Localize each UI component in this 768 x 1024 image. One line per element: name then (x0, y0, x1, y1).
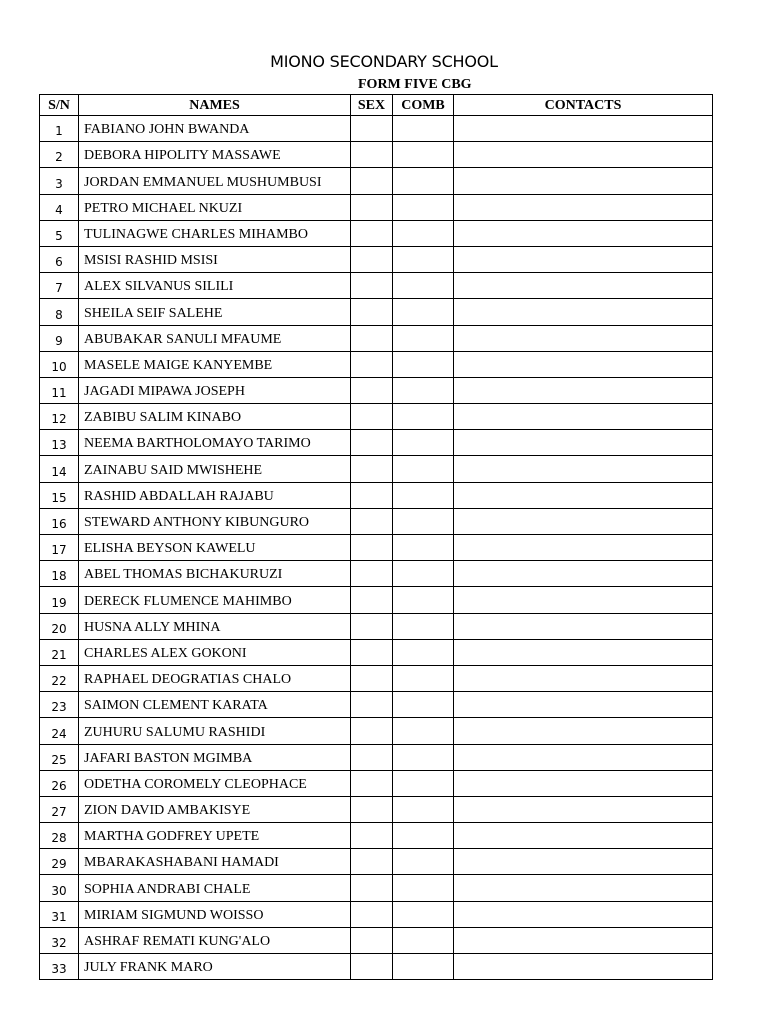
sex-cell (351, 404, 393, 430)
sex-cell (351, 665, 393, 691)
header-comb: COMB (393, 95, 454, 116)
comb-cell (393, 168, 454, 194)
sn-cell: 8 (40, 299, 79, 325)
contacts-cell (454, 220, 713, 246)
student-name-cell: MARTHA GODFREY UPETE (79, 823, 351, 849)
contacts-cell (454, 246, 713, 272)
table-row (40, 273, 713, 299)
comb-cell (393, 744, 454, 770)
table-row (40, 194, 713, 220)
comb-cell (393, 770, 454, 796)
table-row (40, 482, 713, 508)
sn-cell: 18 (40, 561, 79, 587)
sex-cell (351, 273, 393, 299)
comb-cell (393, 587, 454, 613)
sex-cell (351, 770, 393, 796)
student-name-cell: MSISI RASHID MSISI (79, 246, 351, 272)
contacts-cell (454, 875, 713, 901)
sn-cell: 14 (40, 456, 79, 482)
table-body (40, 116, 713, 980)
sn-cell: 3 (40, 168, 79, 194)
contacts-cell (454, 561, 713, 587)
contacts-cell (454, 665, 713, 691)
header-sn: S/N (40, 95, 79, 116)
sex-cell (351, 718, 393, 744)
page-subtitle: FORM FIVE CBG (358, 77, 472, 92)
table-row (40, 220, 713, 246)
sn-cell: 7 (40, 273, 79, 299)
comb-cell (393, 639, 454, 665)
sn-cell: 26 (40, 770, 79, 796)
table-row (40, 639, 713, 665)
table-row (40, 430, 713, 456)
student-name-cell: FABIANO JOHN BWANDA (79, 116, 351, 142)
comb-cell (393, 665, 454, 691)
sex-cell (351, 456, 393, 482)
sex-cell (351, 351, 393, 377)
comb-cell (393, 325, 454, 351)
header-names: NAMES (79, 95, 351, 116)
sn-cell: 21 (40, 639, 79, 665)
student-name-cell: ODETHA COROMELY CLEOPHACE (79, 770, 351, 796)
student-name-cell: JULY FRANK MARO (79, 954, 351, 980)
sn-cell: 27 (40, 796, 79, 822)
sn-cell: 22 (40, 665, 79, 691)
student-name-cell: ZUHURU SALUMU RASHIDI (79, 718, 351, 744)
table-row (40, 587, 713, 613)
table-row (40, 325, 713, 351)
contacts-cell (454, 587, 713, 613)
sex-cell (351, 692, 393, 718)
sex-cell (351, 561, 393, 587)
comb-cell (393, 823, 454, 849)
contacts-cell (454, 535, 713, 561)
student-name-cell: SAIMON CLEMENT KARATA (79, 692, 351, 718)
sex-cell (351, 901, 393, 927)
student-name-cell: ZABIBU SALIM KINABO (79, 404, 351, 430)
student-name-cell: DERECK FLUMENCE MAHIMBO (79, 587, 351, 613)
student-name-cell: PETRO MICHAEL NKUZI (79, 194, 351, 220)
sex-cell (351, 246, 393, 272)
sn-cell: 2 (40, 142, 79, 168)
sex-cell (351, 954, 393, 980)
table-row (40, 875, 713, 901)
contacts-cell (454, 744, 713, 770)
header-sex: SEX (351, 95, 393, 116)
table-row (40, 665, 713, 691)
contacts-cell (454, 325, 713, 351)
table-row (40, 823, 713, 849)
sex-cell (351, 430, 393, 456)
contacts-cell (454, 927, 713, 953)
comb-cell (393, 220, 454, 246)
sex-cell (351, 116, 393, 142)
student-name-cell: JAGADI MIPAWA JOSEPH (79, 377, 351, 403)
table-row (40, 535, 713, 561)
sex-cell (351, 639, 393, 665)
contacts-cell (454, 404, 713, 430)
sn-cell: 23 (40, 692, 79, 718)
sn-cell: 33 (40, 954, 79, 980)
table-row (40, 456, 713, 482)
student-name-cell: DEBORA HIPOLITY MASSAWE (79, 142, 351, 168)
sex-cell (351, 796, 393, 822)
sex-cell (351, 299, 393, 325)
student-name-cell: SHEILA SEIF SALEHE (79, 299, 351, 325)
table-row (40, 901, 713, 927)
comb-cell (393, 456, 454, 482)
sex-cell (351, 849, 393, 875)
contacts-cell (454, 692, 713, 718)
student-name-cell: MIRIAM SIGMUND WOISSO (79, 901, 351, 927)
comb-cell (393, 796, 454, 822)
contacts-cell (454, 273, 713, 299)
student-name-cell: ABUBAKAR SANULI MFAUME (79, 325, 351, 351)
student-name-cell: MBARAKASHABANI HAMADI (79, 849, 351, 875)
contacts-cell (454, 194, 713, 220)
comb-cell (393, 535, 454, 561)
student-name-cell: SOPHIA ANDRABI CHALE (79, 875, 351, 901)
contacts-cell (454, 168, 713, 194)
table-row (40, 246, 713, 272)
comb-cell (393, 692, 454, 718)
student-roster-table (39, 94, 713, 980)
student-name-cell: ELISHA BEYSON KAWELU (79, 535, 351, 561)
contacts-cell (454, 508, 713, 534)
table-row (40, 508, 713, 534)
comb-cell (393, 718, 454, 744)
sn-cell: 11 (40, 377, 79, 403)
sex-cell (351, 587, 393, 613)
sex-cell (351, 927, 393, 953)
student-name-cell: JORDAN EMMANUEL MUSHUMBUSI (79, 168, 351, 194)
contacts-cell (454, 482, 713, 508)
sex-cell (351, 744, 393, 770)
comb-cell (393, 430, 454, 456)
comb-cell (393, 613, 454, 639)
student-name-cell: MASELE MAIGE KANYEMBE (79, 351, 351, 377)
student-name-cell: HUSNA ALLY MHINA (79, 613, 351, 639)
student-name-cell: CHARLES ALEX GOKONI (79, 639, 351, 665)
student-name-cell: JAFARI BASTON MGIMBA (79, 744, 351, 770)
contacts-cell (454, 718, 713, 744)
contacts-cell (454, 430, 713, 456)
comb-cell (393, 849, 454, 875)
sn-cell: 28 (40, 823, 79, 849)
student-name-cell: RASHID ABDALLAH RAJABU (79, 482, 351, 508)
sn-cell: 25 (40, 744, 79, 770)
student-name-cell: ZION DAVID AMBAKISYE (79, 796, 351, 822)
sn-cell: 12 (40, 404, 79, 430)
comb-cell (393, 404, 454, 430)
sn-cell: 1 (40, 116, 79, 142)
table-header-row (40, 95, 713, 116)
sn-cell: 29 (40, 849, 79, 875)
sex-cell (351, 875, 393, 901)
comb-cell (393, 299, 454, 325)
table-row (40, 351, 713, 377)
comb-cell (393, 194, 454, 220)
sn-cell: 20 (40, 613, 79, 639)
contacts-cell (454, 142, 713, 168)
table-row (40, 561, 713, 587)
contacts-cell (454, 351, 713, 377)
sex-cell (351, 220, 393, 246)
sn-cell: 16 (40, 508, 79, 534)
comb-cell (393, 901, 454, 927)
table-row (40, 954, 713, 980)
student-name-cell: TULINAGWE CHARLES MIHAMBO (79, 220, 351, 246)
sex-cell (351, 823, 393, 849)
comb-cell (393, 351, 454, 377)
sn-cell: 9 (40, 325, 79, 351)
table-row (40, 142, 713, 168)
sex-cell (351, 168, 393, 194)
header-contacts: CONTACTS (454, 95, 713, 116)
comb-cell (393, 142, 454, 168)
contacts-cell (454, 796, 713, 822)
table-row (40, 770, 713, 796)
sn-cell: 19 (40, 587, 79, 613)
table-row (40, 744, 713, 770)
sn-cell: 24 (40, 718, 79, 744)
contacts-cell (454, 954, 713, 980)
table-row (40, 377, 713, 403)
sex-cell (351, 535, 393, 561)
contacts-cell (454, 299, 713, 325)
sn-cell: 32 (40, 927, 79, 953)
sn-cell: 10 (40, 351, 79, 377)
student-name-cell: ALEX SILVANUS SILILI (79, 273, 351, 299)
sn-cell: 30 (40, 875, 79, 901)
table-row (40, 613, 713, 639)
table-row (40, 168, 713, 194)
table-row (40, 404, 713, 430)
student-name-cell: ASHRAF REMATI KUNG'ALO (79, 927, 351, 953)
sex-cell (351, 377, 393, 403)
comb-cell (393, 927, 454, 953)
contacts-cell (454, 456, 713, 482)
student-name-cell: ZAINABU SAID MWISHEHE (79, 456, 351, 482)
student-name-cell: STEWARD ANTHONY KIBUNGURO (79, 508, 351, 534)
sex-cell (351, 482, 393, 508)
contacts-cell (454, 116, 713, 142)
contacts-cell (454, 823, 713, 849)
contacts-cell (454, 849, 713, 875)
page-title: MIONO SECONDARY SCHOOL (270, 52, 498, 71)
comb-cell (393, 377, 454, 403)
sn-cell: 15 (40, 482, 79, 508)
comb-cell (393, 246, 454, 272)
student-name-cell: RAPHAEL DEOGRATIAS CHALO (79, 665, 351, 691)
comb-cell (393, 508, 454, 534)
comb-cell (393, 875, 454, 901)
sn-cell: 17 (40, 535, 79, 561)
table-row (40, 718, 713, 744)
sex-cell (351, 613, 393, 639)
student-name-cell: NEEMA BARTHOLOMAYO TARIMO (79, 430, 351, 456)
table-row (40, 796, 713, 822)
contacts-cell (454, 901, 713, 927)
contacts-cell (454, 377, 713, 403)
student-name-cell: ABEL THOMAS BICHAKURUZI (79, 561, 351, 587)
contacts-cell (454, 613, 713, 639)
contacts-cell (454, 770, 713, 796)
comb-cell (393, 116, 454, 142)
table-row (40, 116, 713, 142)
table-row (40, 299, 713, 325)
comb-cell (393, 482, 454, 508)
table-row (40, 849, 713, 875)
comb-cell (393, 561, 454, 587)
table-row (40, 927, 713, 953)
sn-cell: 13 (40, 430, 79, 456)
sex-cell (351, 508, 393, 534)
sex-cell (351, 142, 393, 168)
sn-cell: 5 (40, 220, 79, 246)
comb-cell (393, 273, 454, 299)
sn-cell: 4 (40, 194, 79, 220)
contacts-cell (454, 639, 713, 665)
sn-cell: 31 (40, 901, 79, 927)
sex-cell (351, 194, 393, 220)
table-row (40, 692, 713, 718)
comb-cell (393, 954, 454, 980)
sn-cell: 6 (40, 246, 79, 272)
sex-cell (351, 325, 393, 351)
